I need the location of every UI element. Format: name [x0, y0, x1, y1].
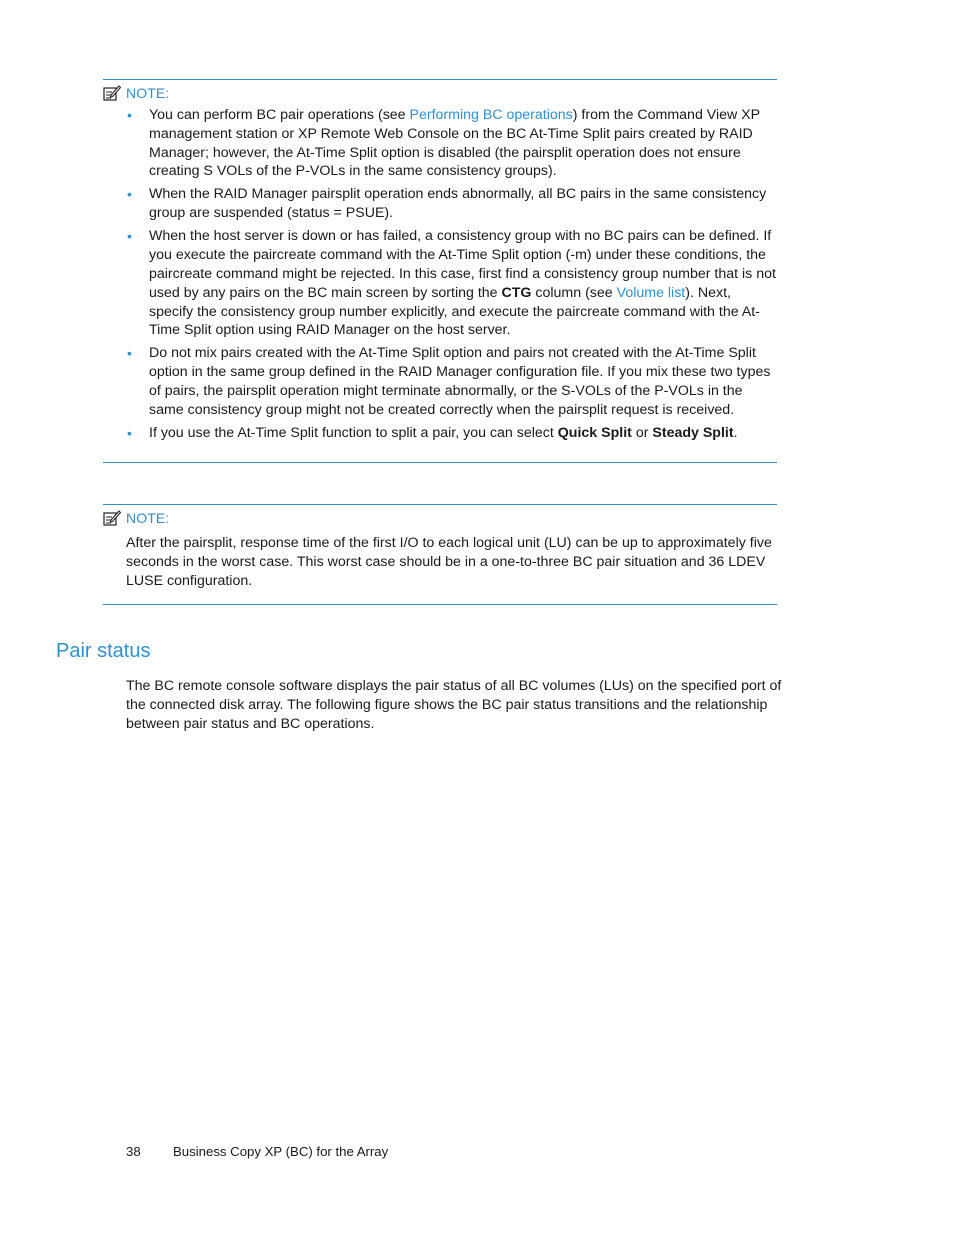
- page-footer: [126, 1144, 388, 1159]
- list-item: [127, 106, 777, 181]
- page-number: 38: [126, 1144, 141, 1159]
- footer-title: Business Copy XP (BC) for the Array: [173, 1144, 389, 1159]
- steady-split-term: Steady Split: [652, 424, 734, 441]
- ctg-column-name: CTG: [501, 284, 532, 301]
- note-pencil-icon: [103, 510, 121, 526]
- bullet-icon: •: [127, 424, 132, 441]
- bullet-text: When the RAID Manager pairsplit operation ends abnormally, all BC pairs in the same consistency group are suspended (status = PSUE).: [149, 186, 767, 222]
- note-header: [103, 508, 169, 528]
- bullet-text: You can perform BC pair operations (see: [149, 107, 410, 123]
- bullet-text: or: [631, 424, 653, 441]
- note-box-1: [103, 79, 777, 463]
- note-header: [103, 83, 169, 103]
- list-item: [127, 185, 777, 223]
- performing-bc-operations-link[interactable]: Performing BC operations: [409, 107, 573, 123]
- note-pencil-icon: [103, 85, 121, 101]
- bullet-text: ). Next, specify the consistency group number explicitly, and execute the paircreate command with the At-Time Split option using RAID Manager on the host server.: [149, 284, 760, 339]
- note-bullet-list: [127, 106, 777, 447]
- note-label: NOTE:: [126, 510, 170, 526]
- section-body: The BC remote console software displays the pair status of all BC volumes (LUs) on the specified port of the connected disk array. The following figure shows the BC pair status transitions and the relationship between pair status and BC operations.: [126, 678, 782, 733]
- bullet-icon: •: [127, 228, 132, 245]
- section-title: Pair status: [56, 640, 151, 662]
- bullet-text: column (see: [531, 284, 617, 301]
- bullet-icon: •: [127, 107, 132, 123]
- note-box-2: [103, 504, 777, 605]
- list-item: [127, 344, 777, 419]
- note-label: NOTE:: [126, 85, 170, 101]
- quick-split-term: Quick Split: [557, 424, 632, 441]
- bullet-text: Do not mix pairs created with the At-Time Split option and pairs not created with the At-Time Split option in the same group defined in the RAID Manager configuration file. If you mix these two types of pairs, the pairsplit operation might terminate abnormally, or the S-VOLs of the P-VOLs in the same consistency group might not be created correctly when the pairsplit request is received.: [149, 345, 771, 418]
- note-text: After the pairsplit, response time of the first I/O to each logical unit (LU) can be up to approximately five seconds in the worst case. This worst case should be in a one-to-three BC pair situation and 36 LDEV LUSE configuration.: [126, 535, 772, 589]
- bullet-icon: •: [127, 186, 132, 203]
- volume-list-link[interactable]: Volume list: [616, 284, 686, 301]
- bullet-text: If you use the At-Time Split function to split a pair, you can select: [149, 424, 558, 441]
- bullet-text: ) from the Command View XP management station or XP Remote Web Console on the BC At-Time Split pairs created by RAID Manager; however, the At-Time Split option is disabled (the pairsplit operation does not ensure creating S VOLs of the P-VOLs in the same consistency groups).: [149, 107, 760, 180]
- list-item: [127, 424, 777, 443]
- bullet-text: .: [733, 424, 738, 441]
- list-item: [127, 227, 777, 340]
- bullet-icon: •: [127, 345, 132, 362]
- bullet-text: When the host server is down or has failed, a consistency group with no BC pairs can be defined. If you execute the paircreate command with the At-Time Split option (-m) under these conditions, the paircreate command might be rejected. In this case, first find a consistency group number that is not used by any pairs on the BC main screen by sorting the: [149, 228, 776, 301]
